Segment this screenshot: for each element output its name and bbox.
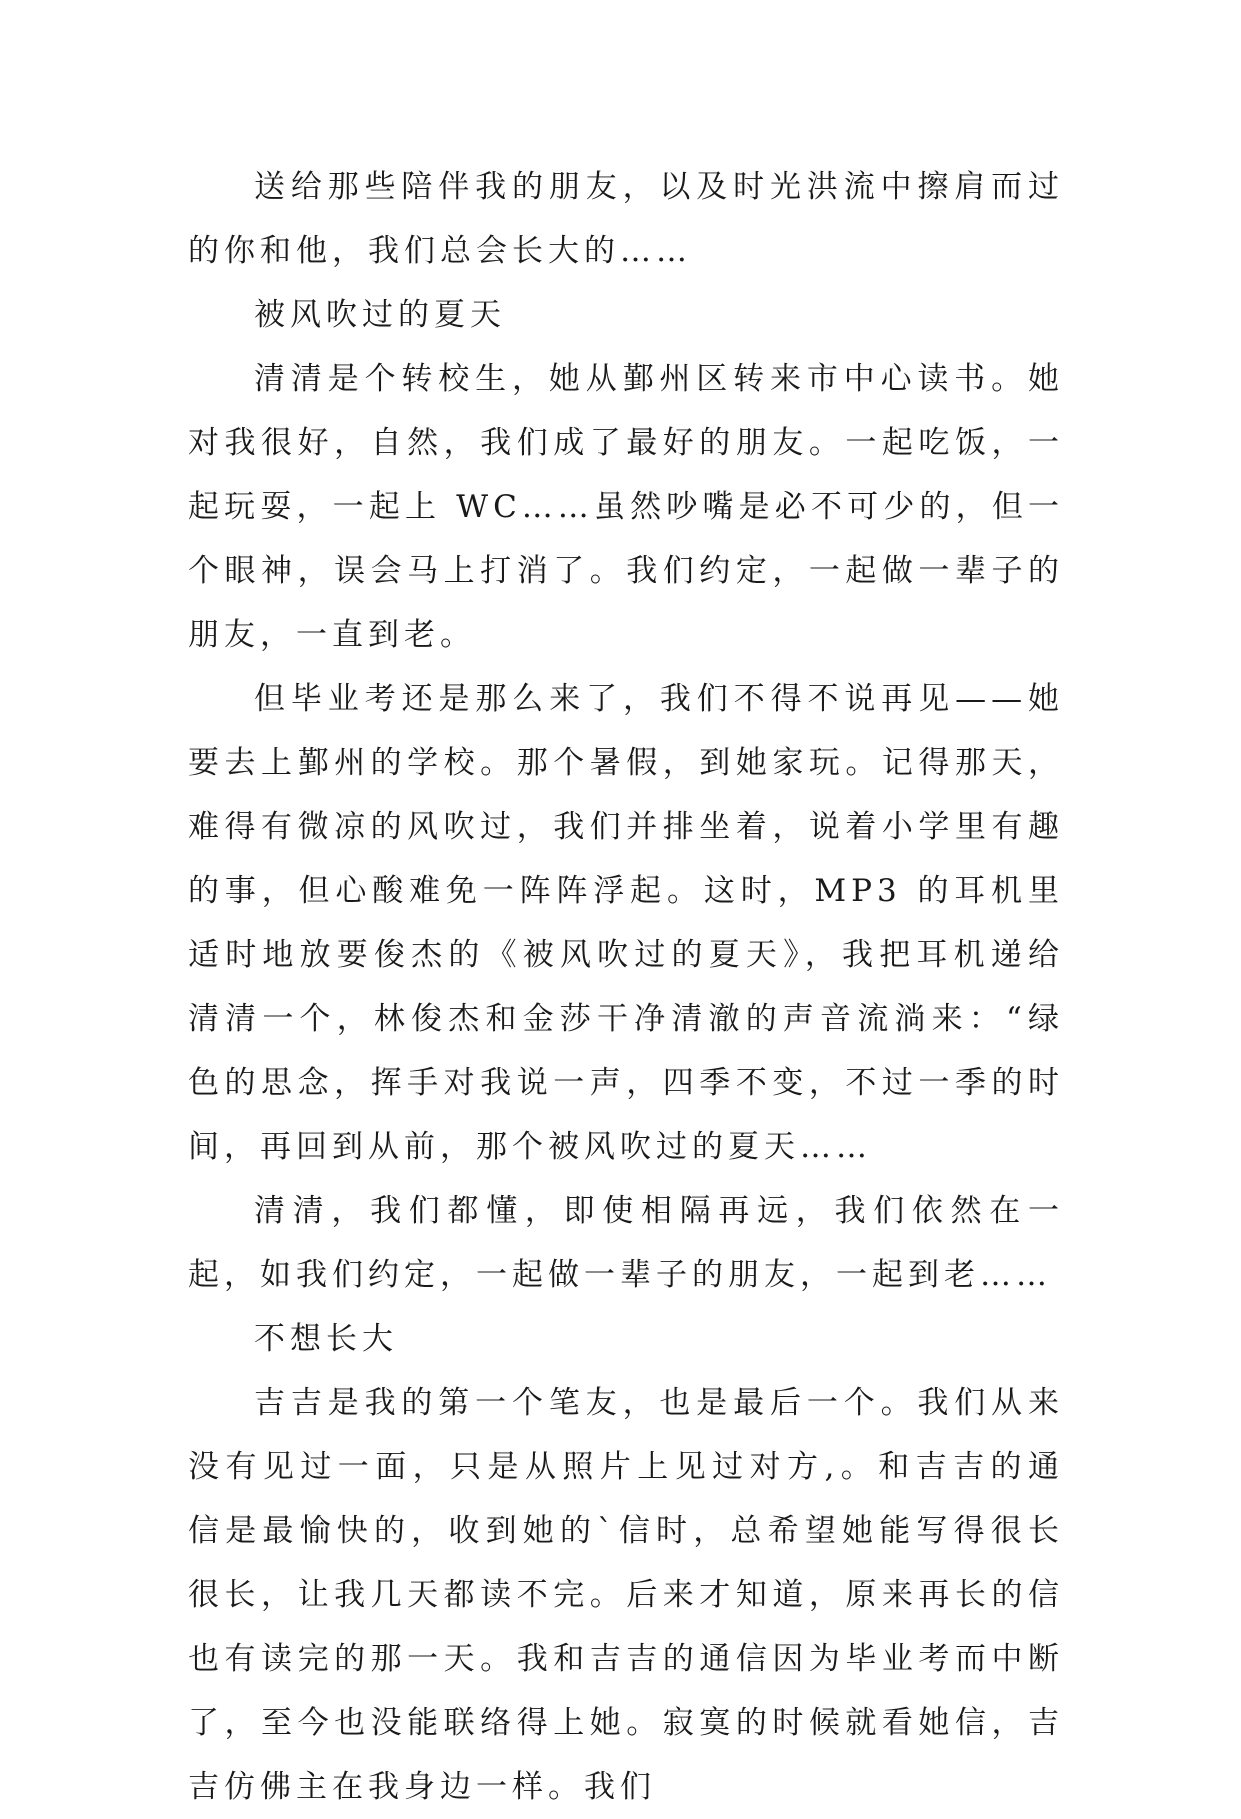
section-heading-summer: 被风吹过的夏天 (254, 297, 506, 333)
paragraph-promise: 清清，我们都懂，即使相隔再远，我们依然在一起，如我们约定，一起做一辈子的朋友，一起到老…… (188, 1193, 1064, 1293)
paragraph-qingqing-intro: 清清是个转校生，她从鄞州区转来市中心读书。她对我很好，自然，我们成了最好的朋友。一起吃饭，一起玩耍，一起上 WC……虽然吵嘴是必不可少的，但一个眼神，误会马上打消了。我们约定，一起做一辈子的朋友，一直到老。 (188, 361, 1064, 653)
paragraph-graduation: 但毕业考还是那么来了，我们不得不说再见——她要去上鄞州的学校。那个暑假，到她家玩。记得那天，难得有微凉的风吹过，我们并排坐着，说着小学里有趣的事，但心酸难免一阵阵浮起。这时，MP3 的耳机里适时地放要俊杰的《被风吹过的夏天》，我把耳机递给清清一个，林俊杰和金莎干净清澈的声音流淌来：“绿色的思念，挥手对我说一声，四季不变，不过一季的时间，再回到从前，那个被风吹过的夏天…… (188, 681, 1064, 1165)
paragraph-dedication: 送给那些陪伴我的朋友，以及时光洪流中擦肩而过的你和他，我们总会长大的…… (188, 169, 1064, 269)
section-heading-grow-up: 不想长大 (254, 1321, 398, 1357)
paragraph-penpal: 吉吉是我的第一个笔友，也是最后一个。我们从来没有见过一面，只是从照片上见过对方,。和吉吉的通信是最愉快的，收到她的`信时，总希望她能写得很长很长，让我几天都读不完。后来才知道，原来再长的信也有读完的那一天。我和吉吉的通信因为毕业考而中断了，至今也没能联络得上她。寂寞的时候就看她信，吉吉仿佛主在我身边一样。我们 (188, 1385, 1064, 1805)
body-text (188, 155, 1064, 1819)
